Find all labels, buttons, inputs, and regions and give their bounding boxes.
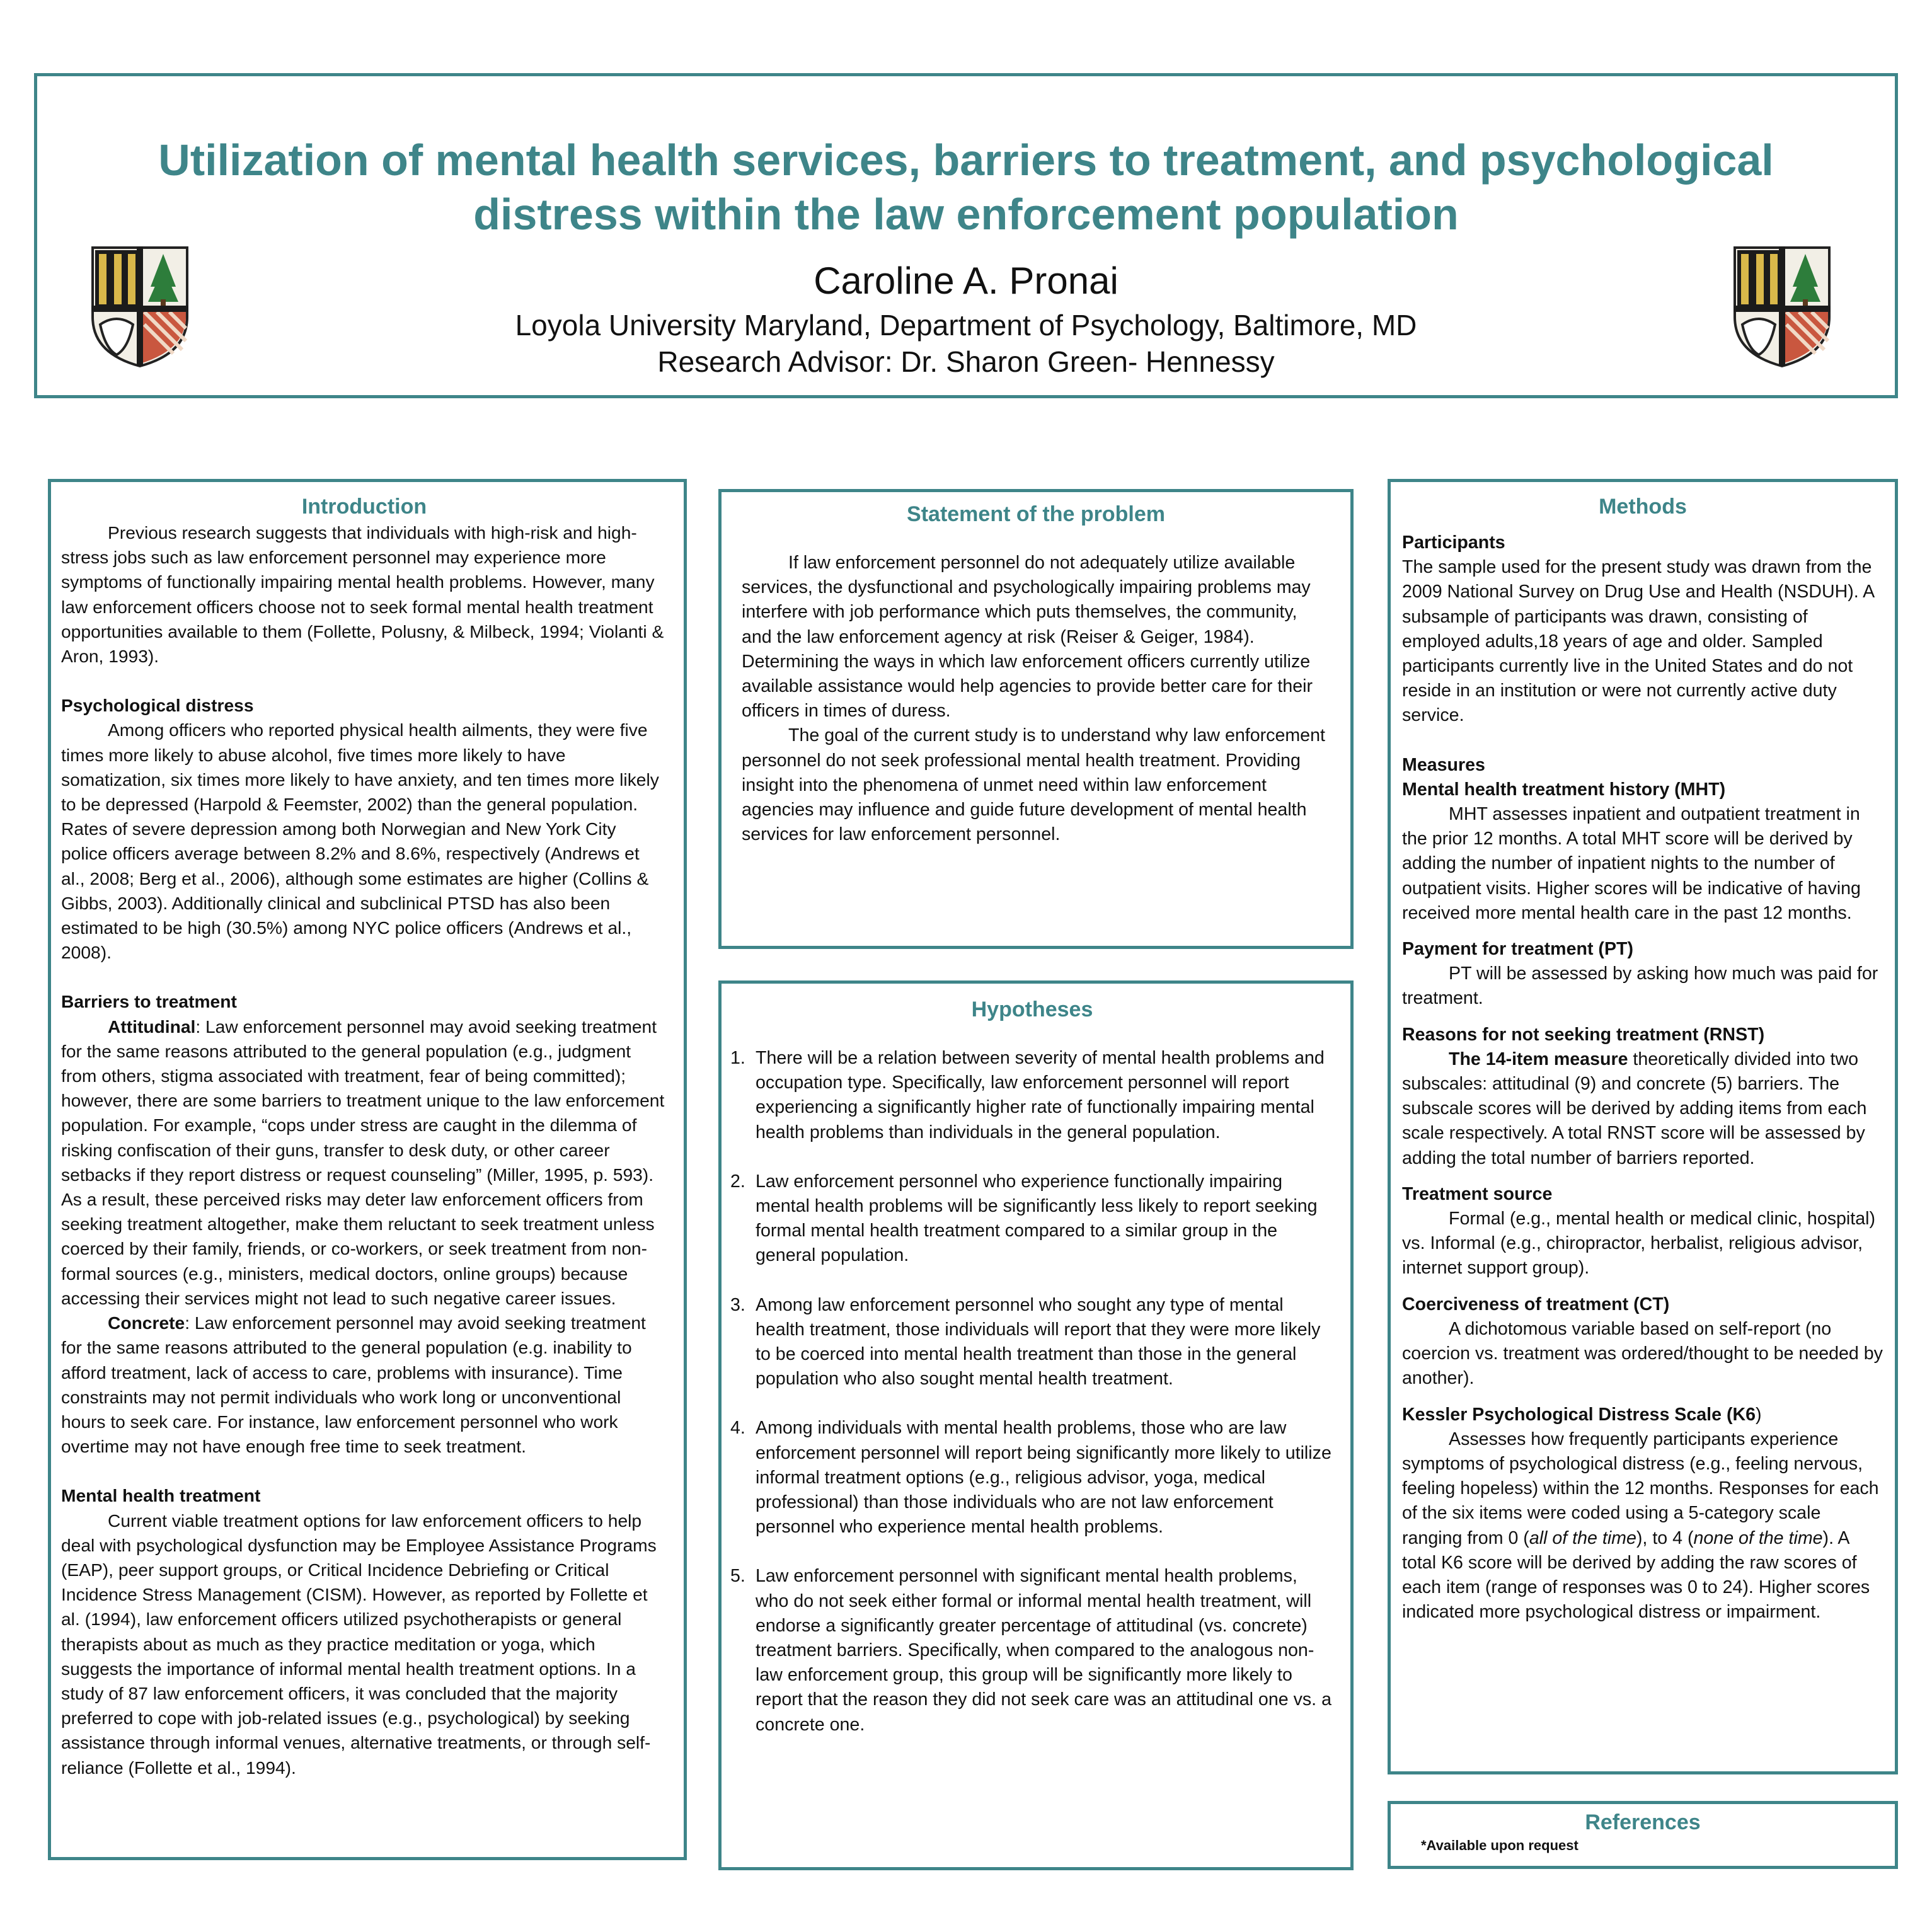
university-crest-icon	[88, 243, 192, 369]
hypothesis-number: 4.	[730, 1418, 745, 1439]
treatment-source-text: Formal (e.g., mental health or medical clinic, hospital) vs. Informal (e.g., chiropractor, herbalist, religious advisor, internet support group).	[1402, 1209, 1875, 1279]
mht-text: MHT assesses inpatient and outpatient treatment in the prior 12 months. A total MHT score will be derived by adding the number of inpatient nights to the number of outpatient visits. Higher scores will be indicative of having received more mental health care in the past 12 months.	[1402, 804, 1861, 923]
k6-text-part: ), to 4 (	[1636, 1527, 1694, 1548]
hypothesis-item	[730, 1564, 1334, 1737]
hypothesis-number: 5.	[730, 1566, 745, 1587]
mental-health-treatment-text: Current viable treatment options for law enforcement officers to help deal with psychological dysfunction may be Employee Assistance Programs (EAP), peer support groups, or Critical Incidence Debriefing or Critical Incidence Stress Management (CISM). However, as reported by Follette et al. (1994), law enforcement officers utilized psychotherapists or general therapists about as much as they practice meditation or yoga, which suggests the importance of informal mental health treatment options. In a study of 87 law enforcement officers, it was concluded that the majority preferred to cope with job-related issues (e.g., psychological) by seeking assistance through informal venues, alternative treatments, or through self-reliance (Follette et al., 1994).	[61, 1510, 657, 1778]
references-title: References	[1585, 1810, 1701, 1834]
hypothesis-text: Among law enforcement personnel who sought any type of mental health treatment, those individuals will report that they were more likely to be coerced into mental health treatment than those in the general population who also sought mental health treatment.	[756, 1294, 1321, 1389]
attitudinal-paragraph	[61, 1015, 667, 1311]
concrete-label: Concrete	[108, 1313, 185, 1333]
concrete-text: : Law enforcement personnel may avoid seeking treatment for the same reasons attributed to the general population (e.g. inability to afford treatment, lack of access to care, problems with insurance). Time constraints may not permit individuals who work long or unconventional hours to seek care. For instance, law enforcement personnel who work overtime may not have enough free time to seek treatment.	[61, 1313, 646, 1457]
k6-text-part: Assesses how frequently participants experience symptoms of psychological distress (e.g., feeling nervous, feeling hopeless) within the 12 months. Responses for each of the six items were coded using a 5-category scale ranging from 0 (	[1402, 1429, 1879, 1548]
measures-heading: Measures	[1402, 754, 1485, 775]
hypothesis-item	[730, 1046, 1334, 1145]
mht-heading: Mental health treatment history (MHT)	[1402, 779, 1726, 800]
k6-text-italic: none of the time	[1693, 1527, 1823, 1548]
treatment-source-heading: Treatment source	[1402, 1183, 1553, 1204]
concrete-paragraph	[61, 1311, 667, 1459]
participants-heading: Participants	[1402, 532, 1505, 553]
affiliation: Loyola University Maryland, Department of Psychology, Baltimore, MD	[515, 309, 1417, 342]
barriers-heading: Barriers to treatment	[61, 991, 237, 1012]
problem-paragraph-2: The goal of the current study is to understand why law enforcement personnel do not seek professional mental health treatment. Providing insight into the phenomena of unmet need within law enforcement agencies may influence and guide future development of mental health services for law enforcement personnel.	[742, 725, 1325, 845]
problem-paragraph-1: If law enforcement personnel do not adequately utilize available services, the dysfunctional and psychologically impairing problems may interfere with job performance which puts themselves, the community, and the law enforcement agency at risk (Reiser & Geiger, 1984). Determining the ways in which law enforcement officers currently utilize available assistance would help agencies to provide better care for their officers in times of duress.	[742, 553, 1313, 722]
rnst-text: theoretically divided into two subscales: attitudinal (9) and concrete (5) barriers. The subscale scores will be derived by adding items from each scale respectively. A total RNST score will be assessed by adding the total number of barriers reported.	[1402, 1049, 1867, 1168]
hypothesis-item	[730, 1170, 1334, 1268]
poster-title: Utilization of mental health services, barriers to treatment, and psychological distress within the law enforcement population	[158, 135, 1774, 239]
hypothesis-number: 2.	[730, 1171, 745, 1192]
k6-text	[1402, 1427, 1883, 1625]
k6-text-italic: all of the time	[1529, 1527, 1636, 1548]
mental-health-treatment-heading: Mental health treatment	[61, 1485, 261, 1506]
introduction-title: Introduction	[301, 495, 427, 519]
rnst-paragraph	[1402, 1047, 1883, 1171]
hypothesis-text: Law enforcement personnel with significant mental health problems, who do not seek either formal or informal mental health treatment, will endorse a significantly greater percentage of attitudinal (vs. concrete) treatment barriers. Specifically, when compared to the analogous non-law enforcement group, this group will be significantly more likely to report that the reason they did not seek care was an attitudinal one vs. a concrete one.	[756, 1566, 1331, 1735]
psychological-distress-text: Among officers who reported physical health ailments, they were five times more likely to abuse alcohol, five times more likely to have somatization, six times more likely to have anxiety, and ten times more likely to be depressed (Harpold & Feemster, 2002) than the general population. Rates of severe depression among both Norwegian and New York City police officers average between 8.2% and 8.6%, respectively (Andrews et al., 2008; Berg et al., 2006), although some estimates are higher (Collins & Gibbs, 2003). Additionally clinical and subclinical PTSD has also been estimated to be high (30.5%) among NYC police officers (Andrews et al., 2008).	[61, 720, 659, 963]
ct-text: A dichotomous variable based on self-report (no coercion vs. treatment was ordered/thought to be needed by another).	[1402, 1318, 1883, 1389]
pt-text: PT will be assessed by asking how much was paid for treatment.	[1402, 963, 1878, 1009]
hypothesis-text: Law enforcement personnel who experience functionally impairing mental health problems will be significantly less likely to report seeking formal mental health treatment compared to a similar group in the general population.	[756, 1171, 1318, 1266]
hypothesis-number: 3.	[730, 1294, 745, 1315]
hypothesis-item	[730, 1416, 1334, 1539]
problem-section	[718, 489, 1354, 949]
rnst-heading: Reasons for not seeking treatment (RNST)	[1402, 1024, 1765, 1045]
psychological-distress-heading: Psychological distress	[61, 695, 254, 716]
rnst-label: The 14-item measure	[1449, 1049, 1628, 1069]
k6-heading-end: )	[1756, 1404, 1762, 1425]
hypothesis-item	[730, 1293, 1334, 1392]
k6-heading-line	[1402, 1403, 1883, 1427]
research-advisor: Research Advisor: Dr. Sharon Green- Hennessy	[657, 345, 1275, 378]
participants-text: The sample used for the present study was drawn from the 2009 National Survey on Drug Use and Health (NSDUH). A subsample of participants was drawn, consisting of employed adults,18 years of age and older. Sampled participants currently live in the United States and do not reside in an institution or were not currently active duty service.	[1402, 557, 1874, 726]
introduction-section	[48, 479, 687, 1860]
university-crest-icon	[1730, 243, 1834, 369]
references-note: *Available upon request	[1421, 1837, 1578, 1853]
hypotheses-title: Hypotheses	[971, 998, 1093, 1021]
methods-title: Methods	[1599, 495, 1687, 519]
k6-text-part: ). A total K6 score will be derived by adding the raw scores of each item (range of responses was 0 to 24). Higher scores indicated more psychological distress or impairment.	[1402, 1527, 1870, 1623]
methods-section	[1388, 479, 1898, 1774]
ct-heading: Coerciveness of treatment (CT)	[1402, 1294, 1670, 1314]
hypothesis-text: Among individuals with mental health problems, those who are law enforcement personnel will report being significantly more likely to utilize informal treatment options (e.g., religious advisor, yoga, medical professional) than those individuals who are not law enforcement personnel who experience mental health problems.	[756, 1418, 1331, 1538]
hypothesis-number: 1.	[730, 1048, 745, 1068]
hypothesis-text: There will be a relation between severity of mental health problems and occupation type. Specifically, law enforcement personnel will report experiencing a significantly higher rate of functionally impairing mental health problems than individuals in the general population.	[756, 1048, 1325, 1142]
poster-header	[34, 73, 1898, 398]
pt-heading: Payment for treatment (PT)	[1402, 939, 1634, 960]
introduction-paragraph: Previous research suggests that individuals with high-risk and high-stress jobs such as law enforcement personnel may experience more symptoms of functionally impairing mental health problems. However, many law enforcement officers choose not to seek formal mental health treatment opportunities available to them (Follette, Polusny, & Milbeck, 1994; Violanti & Aron, 1993).	[61, 522, 664, 667]
author-name: Caroline A. Pronai	[814, 260, 1118, 302]
attitudinal-text: : Law enforcement personnel may avoid seeking treatment for the same reasons attributed to the general population (e.g., judgment from others, stigma associated with treatment, fear of being committed); however, there are some barriers to treatment unique to the law enforcement population. For example, “cops under stress are caught in the dilemma of risking confiscation of their guns, transfer to desk duty, or other career setbacks if they report distress or request counseling” (Miller, 1995, p. 593). As a result, these perceived risks may deter law enforcement officers from seeking treatment altogether, make them reluctant to seek treatment unless coerced by their family, friends, or co-workers, or seek treatment from non-formal sources (e.g., ministers, medical doctors, online groups) because accessing their services might not lead to such negative career issues.	[61, 1016, 665, 1308]
problem-title: Statement of the problem	[907, 502, 1165, 526]
references-section	[1388, 1801, 1898, 1869]
hypotheses-section	[718, 980, 1354, 1870]
k6-heading: Kessler Psychological Distress Scale (K6	[1402, 1404, 1756, 1425]
attitudinal-label: Attitudinal	[108, 1016, 196, 1037]
